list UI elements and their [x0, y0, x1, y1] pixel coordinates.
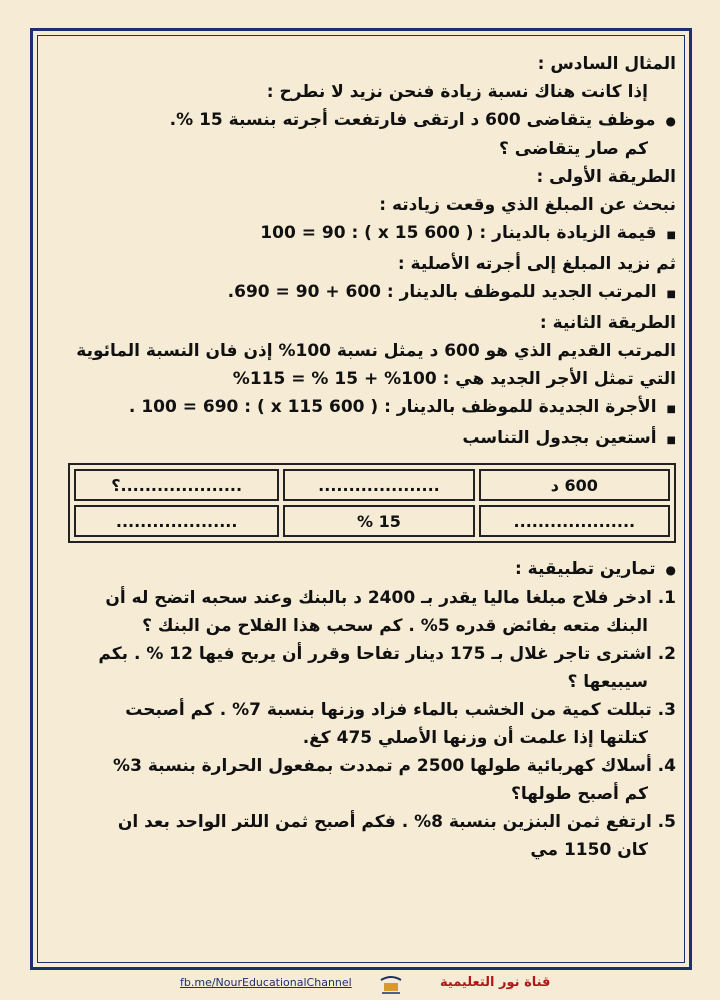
document-content: [46, 50, 676, 864]
facebook-link[interactable]: fb.me/NourEducationalChannel: [180, 976, 352, 989]
exercise-3-line-1: 3. تبللت كمية من الخشب بالماء فزاد وزنها بنسبة 7% . كم أصبحت: [125, 700, 676, 720]
exercise-5-line-1: 5. ارتفع ثمن البنزين بنسبة 8% . فكم أصبح ثمن اللتر الواحد بعد ان: [117, 812, 676, 832]
example-heading: المثال السادس :: [537, 54, 676, 74]
proportion-table: [68, 463, 676, 543]
table-cell: ....................؟: [74, 469, 279, 501]
new-salary-line: ■ المرتب الجديد للموظف بالدينار : 600 + 90 = 690.: [46, 278, 676, 309]
exercises-heading: ● تمارين تطبيقية :: [46, 555, 676, 584]
new-wage-line: ■ الأجرة الجديدة للموظف بالدينار : ( 600 x 115 ) : 100 = 690 .: [46, 393, 676, 424]
table-cell: ....................: [283, 469, 474, 501]
channel-logo-icon: [378, 972, 404, 996]
problem-statement: ● موظف يتقاضى 600 د ارتقى فارتفعت أجرته بنسبة 15 %.: [46, 106, 676, 135]
method-two-heading: الطريقة الثانية :: [539, 313, 676, 333]
exercise-1-line-2: البنك متعه بفائض قدره 5% . كم سحب هذا الفلاح من البنك ؟: [142, 616, 648, 636]
method-two-text-2: التي تمثل الأجر الجديد هي : 100% + 15 % = 115%: [232, 369, 676, 389]
table-cell: 600 د: [479, 469, 670, 501]
method-one-step-2: ثم نزيد المبلغ إلى أجرته الأصلية :: [397, 254, 676, 274]
proportion-table-intro: ■ أستعين بجدول التناسب: [46, 424, 676, 455]
method-one-heading: الطريقة الأولى :: [536, 167, 676, 187]
increase-value-line: ■ قيمة الزيادة بالدينار : ( 600 x 15 ) : 100 = 90: [46, 219, 676, 250]
exercise-2-line-2: سيبيعها ؟: [567, 672, 648, 692]
table-cell: 15 %: [283, 505, 474, 537]
footer: [0, 970, 720, 1000]
table-row: [74, 505, 670, 537]
table-cell: ....................: [74, 505, 279, 537]
exercise-2-line-1: 2. اشترى تاجر غلال بـ 175 دينار تفاحا وقرر أن يربح فيها 12 % . بكم: [98, 644, 676, 664]
method-one-step: نبحث عن المبلغ الذي وقعت زيادته :: [379, 195, 676, 215]
channel-name: قناة نور التعليمية: [440, 975, 551, 990]
table-row: [74, 469, 670, 501]
exercise-5-line-2: كان 1150 مي: [530, 840, 648, 860]
method-two-text-1: المرتب القديم الذي هو 600 د يمثل نسبة 100% إذن فان النسبة المائوية: [76, 341, 676, 361]
exercise-3-line-2: كتلتها إذا علمت أن وزنها الأصلي 475 كغ.: [302, 728, 648, 748]
rule-line: إذا كانت هناك نسبة زيادة فنحن نزيد لا نطرح :: [266, 82, 648, 102]
exercise-4-line-1: 4. أسلاك كهربائية طولها 2500 م تمددت بمفعول الحرارة بنسبة 3%: [113, 756, 676, 776]
exercise-4-line-2: كم أصبح طولها؟: [510, 784, 648, 804]
table-cell: ....................: [479, 505, 670, 537]
problem-question: كم صار يتقاضى ؟: [499, 139, 648, 159]
exercise-1-line-1: 1. ادخر فلاح مبلغا ماليا يقدر بـ 2400 د بالبنك وعند سحبه اتضح له أن: [105, 588, 676, 608]
